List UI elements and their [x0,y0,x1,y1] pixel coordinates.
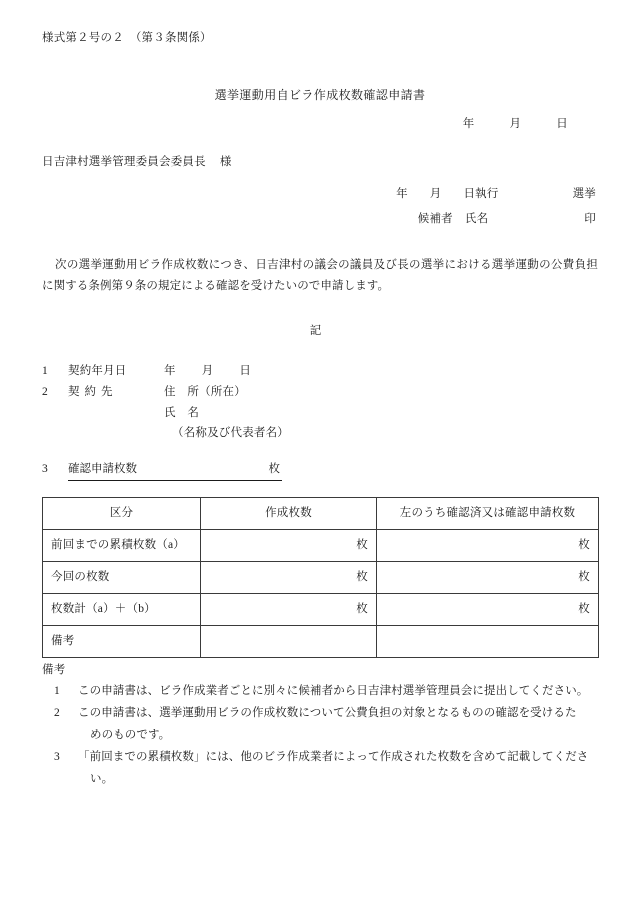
table-row [43,530,599,562]
note-continuation: い。 [90,772,114,785]
election-day-exec-label: 日執行 [463,188,499,201]
candidate-line [42,211,598,229]
cell-confirmed-cumulative[interactable]: 枚 [377,530,599,562]
contract-day-label: 日 [239,365,252,377]
table-header-row [43,498,599,530]
column-header-created: 作成枚数 [201,498,377,530]
column-header-category: 区分 [43,498,201,530]
note-number: 2 [54,707,60,720]
table-row [43,626,599,658]
contract-year-label: 年 [164,365,176,377]
contract-month-label: 月 [201,365,214,377]
application-statement: 次の選挙運動用ビラ作成枚数につき、日吉津村の議会の議員及び長の選挙における選挙運動の公費負担に関する条例第９条の規定による確認を受けたいので申請します。 [42,258,598,292]
list-item [42,363,598,381]
candidate-label: 候補者 [417,212,453,225]
contract-item-list [42,363,598,443]
note-text: この申請書は、選挙運動用ビラの作成枚数について公費負担の対象となるものの確認を受けるた [78,707,577,720]
seal-label: 印 [584,212,596,225]
item-number: 2 [42,385,48,398]
list-item [42,703,598,724]
row-label-remarks: 備考 [43,626,201,658]
contract-party-name-label: 氏 名 [164,406,200,419]
column-header-confirmed: 左のうち確認済又は確認申請枚数 [377,498,599,530]
election-year-label: 年 [396,188,408,201]
note-number: 3 [54,750,60,763]
row-label-current: 今回の枚数 [43,562,201,594]
cell-created-total[interactable]: 枚 [201,594,377,626]
item-number: 1 [42,365,48,377]
cell-created-cumulative[interactable]: 枚 [201,530,377,562]
application-date-line: 年 月 日 [462,118,568,131]
addressee-honorific: 様 [219,156,232,169]
item-value [164,384,246,402]
note-continuation: めのものです。 [90,729,171,742]
form-code: 様式第２号の２ （第３条関係） [42,32,212,44]
kiji-marker: 記 [309,325,323,338]
list-item [42,747,598,768]
document-body [42,30,598,790]
item-label: 契約年月日 [68,365,127,377]
note-text: 「前回までの累積枚数」には、他のビラ作成業者によって作成された枚数を含めて記載してくださ [78,750,589,763]
table-row [43,562,599,594]
notes-title: 備考 [42,664,66,677]
confirm-count-label: 確認申請枚数 [68,463,137,476]
election-word-label: 選挙 [572,188,596,201]
addressee-line [42,154,598,172]
contract-party-entity-label: （名称及び代表者名） [172,427,289,440]
contract-party-address-label: 住 所（所在） [164,385,246,398]
candidate-name-label: 氏名 [464,212,489,225]
table-row [43,594,599,626]
election-date-line [42,186,598,204]
confirm-count-row [42,461,598,481]
cell-remarks-created[interactable] [201,626,377,658]
list-item [42,681,598,702]
item-value [164,363,251,381]
cell-remarks-confirmed[interactable] [377,626,599,658]
confirm-count-field[interactable] [68,461,282,481]
note-number: 1 [54,684,60,697]
cell-confirmed-current[interactable]: 枚 [377,562,599,594]
election-month-label: 月 [429,188,442,201]
row-label-total: 枚数計（a）＋（b） [43,594,201,626]
list-item [42,384,598,402]
item-number: 3 [42,463,48,476]
count-table [42,497,599,658]
item-label: 契約先 [68,385,118,398]
row-label-cumulative: 前回までの累積枚数（a） [43,530,201,562]
confirm-count-unit: 枚 [268,463,280,476]
cell-created-current[interactable]: 枚 [201,562,377,594]
addressee-name: 日吉津村選挙管理委員会委員長 [42,156,206,169]
note-text: この申請書は、ビラ作成業者ごとに別々に候補者から日吉津村選挙管理員会に提出してください。 [78,684,589,697]
cell-confirmed-total[interactable]: 枚 [377,594,599,626]
page-title: 選挙運動用自ビラ作成枚数確認申請書 [214,87,426,102]
